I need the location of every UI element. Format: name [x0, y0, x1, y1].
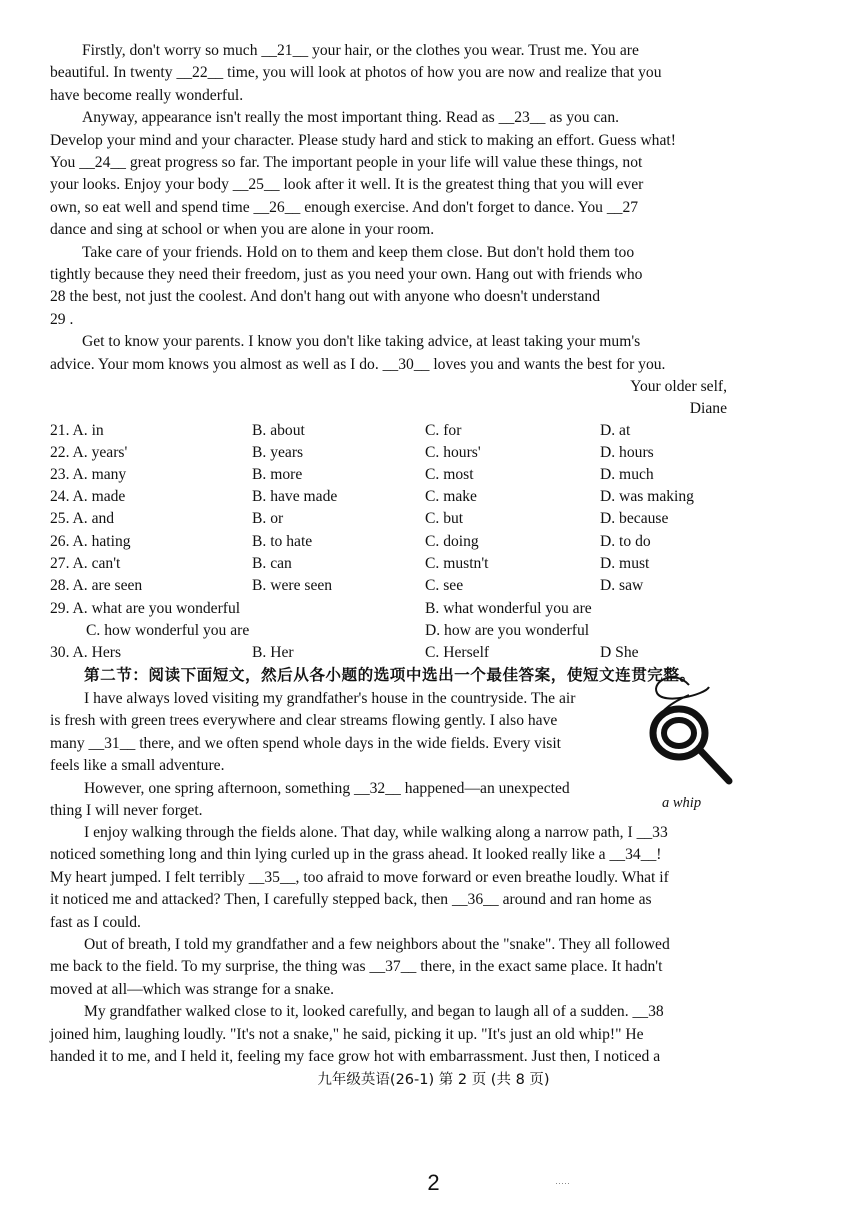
option-a: 27. A. can't — [50, 555, 121, 572]
option-a: 24. A. made — [50, 488, 126, 505]
option-row-22 — [50, 444, 730, 466]
option-c: C. mustn't — [425, 555, 489, 572]
option-c: C. for — [425, 422, 462, 439]
passage-line: handed it to me, and I held it, feeling my face grow hot with embarrassment. Just then, I noticed a — [50, 1048, 661, 1066]
option-b: B. or — [252, 510, 284, 527]
option-a: 23. A. many — [50, 466, 127, 483]
option-b: B. more — [252, 466, 303, 483]
option-c: C. how wonderful you are — [86, 622, 250, 639]
option-d: D. hours — [600, 444, 654, 461]
passage-line: tightly because they need their freedom, just as you need your own. Hang out with friends who — [50, 266, 643, 284]
page-number: 2 — [427, 1170, 440, 1195]
option-c: C. make — [425, 488, 477, 505]
option-row-28 — [50, 577, 730, 599]
option-row-23 — [50, 466, 730, 488]
option-a: 25. A. and — [50, 510, 115, 527]
passage-line: Anyway, appearance isn't really the most important thing. Read as __23__ as you can. — [82, 109, 620, 127]
option-d: D. how are you wonderful — [425, 622, 590, 639]
signature-line-2: Diane — [689, 400, 727, 417]
option-a: 21. A. in — [50, 422, 104, 439]
passage-line: 29 . — [50, 310, 74, 328]
passage-2-top — [50, 688, 630, 822]
option-c: C. see — [425, 577, 464, 594]
passage-line: Out of breath, I told my grandfather and a few neighbors about the "snake". They all followed — [84, 936, 670, 954]
passage-2-bottom — [50, 822, 730, 1068]
passage-line: Firstly, don't worry so much __21__ your hair, or the clothes you wear. Trust me. You are — [82, 42, 639, 59]
passage-line: thing I will never forget. — [50, 802, 203, 820]
option-c: C. most — [425, 466, 474, 483]
option-b: B. were seen — [252, 577, 333, 594]
passage-line: Get to know your parents. I know you don't like taking advice, at least taking your mum's — [82, 333, 641, 351]
passage-line: me back to the field. To my surprise, the thing was __37__ there, in the exact same place. It hadn't — [50, 958, 663, 976]
passage-line: You __24__ great progress so far. The important people in your life will value these things, not — [50, 154, 643, 172]
passage-line: moved at all—which was strange for a snake. — [50, 980, 335, 998]
option-b: B. what wonderful you are — [425, 600, 592, 617]
option-d: D. at — [600, 422, 631, 439]
passage-line: Develop your mind and your character. Please study hard and stick to making an effort. Guess what! — [50, 131, 676, 149]
passage-line: noticed something long and thin lying curled up in the grass ahead. It looked really like a __34__! — [50, 846, 662, 864]
passage-line: is fresh with green trees everywhere and clear streams flowing gently. I also have — [50, 712, 558, 730]
passage-line: 28 the best, not just the coolest. And don't hang out with anyone who doesn't understand — [50, 288, 601, 306]
passage-line: beautiful. In twenty __22__ time, you will look at photos of how you are now and realize that you — [50, 64, 662, 82]
passage-line: fast as I could. — [50, 913, 141, 931]
section-2-heading: 第二节：阅读下面短文，然后从各小题的选项中选出一个最佳答案，使短文连贯完整。 — [84, 666, 696, 684]
passage-line: My grandfather walked close to it, looked carefully, and began to laugh all of a sudden. __38 — [84, 1003, 664, 1021]
option-c: C. Herself — [425, 644, 490, 661]
whip-illustration — [645, 665, 735, 805]
passage-line: However, one spring afternoon, something __32__ happened—an unexpected — [84, 779, 570, 797]
option-b: B. about — [252, 422, 305, 439]
option-b: B. years — [252, 444, 304, 461]
passage-line: many __31__ there, and we often spend whole days in the wide fields. Every visit — [50, 734, 562, 752]
option-row-29-cd — [50, 622, 730, 644]
option-c: C. hours' — [425, 444, 481, 461]
option-a: 30. A. Hers — [50, 644, 122, 661]
option-row-24 — [50, 488, 730, 510]
passage-line: it noticed me and attacked? Then, I carefully stepped back, then __36__ around and ran home as — [50, 891, 652, 909]
option-b: B. have made — [252, 488, 338, 505]
option-b: B. Her — [252, 644, 294, 661]
passage-line: have become really wonderful. — [50, 86, 244, 104]
option-row-26 — [50, 533, 730, 555]
option-a: 29. A. what are you wonderful — [50, 600, 241, 617]
option-b: B. to hate — [252, 533, 313, 550]
option-d: D. saw — [600, 577, 644, 594]
option-d: D. to do — [600, 533, 651, 550]
passage-line: My heart jumped. I felt terribly __35__, too afraid to move forward or even breathe loudly. What if — [50, 868, 669, 886]
option-row-29 — [50, 600, 730, 622]
scan-mark: ····· — [555, 1178, 570, 1188]
option-a: 22. A. years' — [50, 444, 128, 461]
passage-line: your looks. Enjoy your body __25__ look after it well. It is the greatest thing that you will ever — [50, 176, 644, 194]
option-d: D. much — [600, 466, 654, 483]
passage-line: own, so eat well and spend time __26__ enough exercise. And don't forget to dance. You __27 — [50, 198, 639, 216]
passage-line: feels like a small adventure. — [50, 757, 225, 775]
option-row-27 — [50, 555, 730, 577]
signature-line-1: Your older self, — [630, 378, 727, 395]
passage-line: advice. Your mom knows you almost as well as I do. __30__ loves you and wants the best for you. — [50, 355, 666, 373]
option-row-25 — [50, 510, 730, 532]
option-c: C. but — [425, 510, 464, 527]
passage-1 — [50, 40, 730, 376]
passage-line: I have always loved visiting my grandfather's house in the countryside. The air — [84, 690, 576, 707]
option-c: C. doing — [425, 533, 479, 550]
passage-line: I enjoy walking through the fields alone. That day, while walking along a narrow path, I __33 — [84, 824, 668, 841]
passage-line: joined him, laughing loudly. "It's not a snake," he said, picking it up. "It's just an old whip!" He — [50, 1025, 644, 1043]
page-footer: 九年级英语(26-1) 第 2 页 (共 8 页) — [317, 1072, 550, 1088]
passage-line: dance and sing at school or when you are alone in your room. — [50, 221, 435, 239]
option-d: D. was making — [600, 488, 694, 505]
passage-line: Take care of your friends. Hold on to them and keep them close. But don't hold them too — [82, 243, 635, 261]
option-d: D She — [600, 644, 639, 661]
option-d: D. must — [600, 555, 650, 572]
option-b: B. can — [252, 555, 292, 572]
option-a: 26. A. hating — [50, 533, 131, 550]
option-a: 28. A. are seen — [50, 577, 143, 594]
option-d: D. because — [600, 510, 669, 527]
figure-caption: a whip — [662, 795, 702, 811]
option-row-21 — [50, 422, 730, 444]
